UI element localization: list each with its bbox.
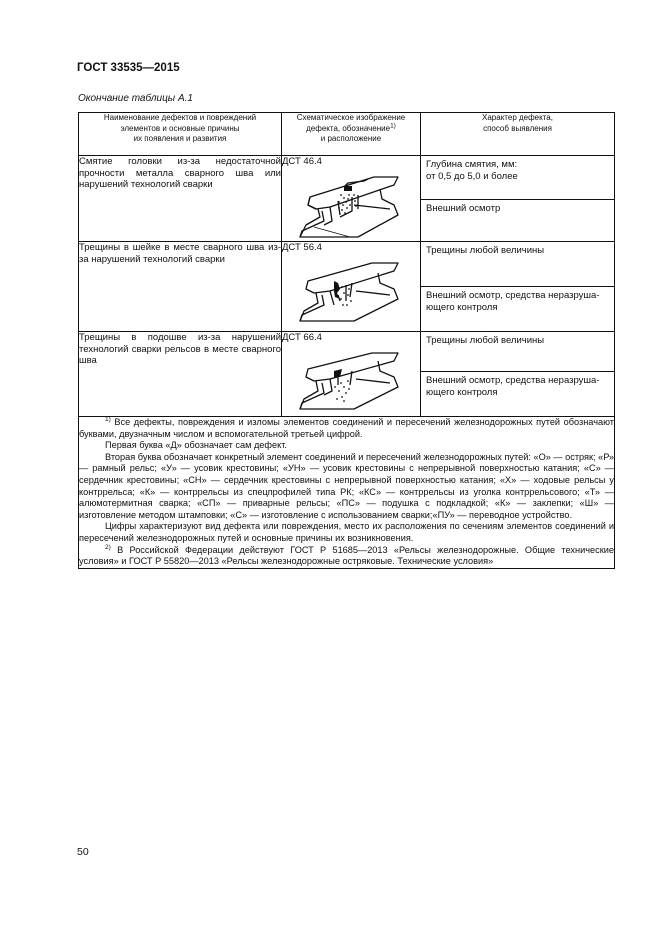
- defect-scheme: [282, 332, 421, 417]
- table-row: [79, 156, 615, 242]
- table-row: [79, 332, 615, 417]
- defect-code: ДСТ 56.4: [282, 242, 322, 253]
- defect-description: [421, 242, 614, 286]
- description-line: от 0,5 до 5,0 и более: [426, 170, 518, 182]
- page-number: 50: [77, 846, 89, 858]
- header-line: Наименование дефектов и повреждений: [103, 113, 257, 122]
- rail-head-crush-diagram-icon: [294, 175, 404, 241]
- defect-name: Смятие головки из-за недостаточной прочности металла сварного шва или нарушений технологий сварки: [79, 156, 282, 242]
- description-line: Трещины любой величины: [426, 245, 545, 256]
- defect-character: [421, 156, 615, 242]
- defect-scheme: [282, 156, 421, 242]
- table-header-row: [79, 113, 615, 156]
- table-notes: [79, 417, 615, 569]
- detection-method: Внешний осмотр, средства неразруша-ющего контроля: [421, 286, 614, 331]
- defect-description: [421, 156, 614, 199]
- defect-character: [421, 242, 615, 332]
- note-paragraph: Цифры характеризуют вид дефекта или повреждения, место их расположения по сечениям элементов соединений и пересечений железнодорожных путей и основные причины их возникновения.: [79, 521, 614, 543]
- header-text: дефекта, обозначение: [306, 123, 391, 133]
- notes-row: [79, 417, 615, 569]
- footnote-mark: 2): [105, 543, 111, 551]
- footnote-text: В Российской Федерации действуют ГОСТ Р 51685—2013 «Рельсы железнодорожные. Общие технические условия» и ГОСТ Р 55820—2013 «Рельсы железнодорожные остряковые. Технические условия»: [79, 544, 614, 567]
- detection-method: Внешний осмотр, средства неразруша-ющего контроля: [421, 371, 614, 416]
- column-header-scheme: [282, 113, 421, 156]
- rail-foot-crack-diagram-icon: [294, 351, 404, 413]
- rail-web-crack-diagram-icon: [294, 261, 404, 325]
- detection-method: Внешний осмотр: [421, 199, 614, 240]
- note-paragraph: Вторая буква обозначает конкретный элемент соединений и пересечений железнодорожных путей: «О» — остряк; «Р» — рамный рельс; «У» — усовик крестовины; «УН» — усовик крестовины с непрерывной поверхностью катания; «С» — сердечник крестовины; «СН» — сердечник крестовины с непрерывной поверхностью катания; «Х» — ходовые рельсы у контррельса; «К» — контррельсы из спецпрофилей типа РК; «КС» — контррельсы из уголка контррельсового; «Т» — алюмотермитная сварка; «СП» — приварные рельсы; «ПС» — подушка с подкладкой; «К» — заклепки; «Ш» — изготовление методом штамповки; «С» — изготовление с использованием сварки;«ПУ» — переводное устройство.: [79, 451, 614, 520]
- header-line: Схематическое изображение: [296, 113, 406, 122]
- header-line: элементов и основные причины: [120, 123, 240, 133]
- column-header-name: [79, 113, 282, 156]
- defect-description: [421, 332, 614, 371]
- defect-name: Трещины в шейке в месте сварного шва из-за нарушений технологий сварки: [79, 242, 282, 332]
- description-line: Трещины любой величины: [426, 335, 545, 346]
- defect-code: ДСТ 46.4: [282, 156, 322, 167]
- defects-table: [78, 112, 615, 569]
- defect-code: ДСТ 66.4: [282, 332, 322, 343]
- defect-scheme: [282, 242, 421, 332]
- footnote-ref: 1): [390, 121, 396, 129]
- description-line: Глубина смятия, мм:: [426, 159, 518, 170]
- document-title: ГОСТ 33535—2015: [77, 62, 180, 74]
- table-caption: Окончание таблицы А.1: [78, 93, 193, 104]
- header-line: способ выявления: [483, 123, 552, 133]
- header-line: [282, 121, 420, 135]
- footnote-text: Все дефекты, повреждения и изломы элементов соединений и пересечений железнодорожных путей обозначают буквами, двузначным числом и вспомогательной третьей цифрой.: [79, 417, 615, 439]
- header-line: Характер дефекта,: [482, 113, 553, 122]
- footnote-1: [79, 417, 614, 440]
- column-header-character: [421, 113, 615, 156]
- defect-character: [421, 332, 615, 417]
- header-line: их появления и развития: [133, 134, 227, 143]
- footnote-mark: 1): [105, 415, 111, 423]
- table-row: [79, 242, 615, 332]
- header-line: и расположение: [320, 134, 382, 143]
- footnote-2: [79, 545, 614, 568]
- defect-name: Трещины в подошве из-за нарушений технологий сварки рельсов в месте сварного шва: [79, 332, 282, 417]
- note-paragraph: Первая буква «Д» обозначает сам дефект.: [105, 440, 287, 451]
